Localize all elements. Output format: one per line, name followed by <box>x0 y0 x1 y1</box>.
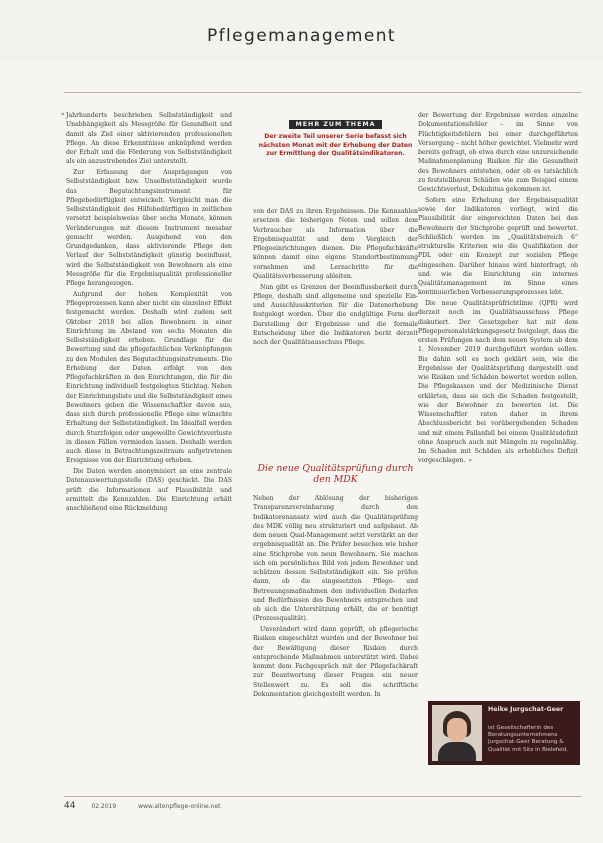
author-name: Heike Jurgschat-Geer <box>488 706 564 713</box>
issue-label: 02.2019 <box>91 803 117 810</box>
paragraph-text: Die neue Qualitätsprüfrichtlinie (QPR) wird derzeit noch im Qualitätsausschuss Pflege diskutiert. Der Gesetzgeber hat mit dem Pflegepersonalstärkungsgesetz festgelegt, dass die ersten Prüfungen nach dem neuen System ab dem 1. November 2019 durchgeführt werden sollen. Bis dahin soll es noch geklärt sein, wie die Ergebnisse der Qualitätsprüfung dargestellt und wie Risiken und Schäden bewertet werden sollen. Die Pflegekassen und der Medizinische Dienst erklärten, dass sie sich die Schaden festgestellt, wie der Bewohner zu bewerten ist. Die Wissenschaftler raten daher in ihrem Abschlussbericht bei vorübergehenden Schaden und mit einem Fallanfall bei einem Qualitätsdefizit ohne Anspruch auch mit Mängeln zu regelmäßig. Im Schaden mit Schäden als erhebliches Defizit vorgeschlagen. <box>418 300 578 465</box>
photo-face <box>447 718 467 742</box>
end-marker: » <box>468 457 472 465</box>
page-number: 44 <box>64 801 76 811</box>
paragraph: von der DAS zu ihren Ergebnissen. Die Kennzahlen ersetzen die bisherigen Noten und sollen dem Verbraucher als Information über die Ergebnisqualität und dem Vergleich der Pflegeeinrichtungen dienen. Die Pflegefachkräfte können damit eine eigene Standortbestimmung vornehmen und Lernschritte für die Qualitätsverbesserung ableiten. <box>253 208 418 280</box>
photo-body <box>438 742 476 761</box>
article-column-3 <box>418 111 578 467</box>
paragraph: Aufgrund der hohen Komplexität von Pflegeprozessen kann aber nicht ein einzelner Effekt festgemacht werden. Deshalb wird zudem seit Oktober 2018 bei allen Bewohnern in einer Einrichtung im Abstand von sechs Monaten die Selbstständigkeit erhoben. Grundlage für die Bewertung sind die pflegefachlichen Verknüpfungen zu den Modulen des Begutachtungsinstruments. Die Erhebung der Daten erfolgt von den Pflegefachkräften in den Einrichtungen, die für die Einrichtung individuell festgelegten Stichtag. Neben der Einrichtungsliste und die Selbstständigkeit eines Bewohners geben die Wissenschaftler davon aus, dass sich durch professionelle Pflege eine wünschte Erhaltung der Selbstständigkeit. Im Idealfall werden durch Sturzfolgen oder ungewollte Gewichtsverluste in diesen Fällen vermieden lassen. Deshalb werden auch diese in Betrachtungszeitraum aufgetretenen Ereignisse von der Einrichtung erhoben. <box>66 290 232 465</box>
paragraph: Die Daten werden anonymisiert an eine zentrale Datenauswertungsstelle (DAS) geschickt. Die DAS prüft die Informationen auf Plausibilität und ermittelt die Kennzahlen. Die Einrichtung erhält anschließend eine Rückmeldung <box>66 468 232 512</box>
continue-marker: » <box>61 111 65 118</box>
page-title: Pflegemanagement <box>207 26 396 46</box>
footer-rule <box>64 796 582 797</box>
author-bio: ist Gesellschafterin des Beratungsunternehmens Jurgschat-Geer Beratung & Qualität mit Sitz in Bielefeld. <box>488 725 569 753</box>
header-rule <box>64 92 582 93</box>
teaser-text: Der zweite Teil unserer Serie befasst sich nächsten Monat mit der Erhebung der Daten zur Ermittlung der Qualitätsindikatoren. <box>258 133 413 158</box>
paragraph: Sofern eine Erhebung der Ergebnisqualität sowie der Indikatoren vorliegt, wird die Plausibilität der eingereichten Daten bei den Bewohnern der Stichprobe geprüft und bewertet. Schließlich werden im „Qualitätsbereich 6“ strukturelle Kriterien wie die Qualifikation der PDL oder ein Konzept zur sozialen Pflege eingesehen. Darüber hinaus wird hinterfragt, ob und wie die Einrichtung ein internes Qualitätsmanagement im Sinne eines kontinuierlichen Verbesserungsprozesses lebt. <box>418 196 578 297</box>
paragraph: Nun gibt es Grenzen der Beeinflussbarkeit durch Pflege, deshalb sind allgemeine und spezielle Ein- und Ausschlusskriterien für die Datenerhebung festgelegt worden. Über die endgültige Form der Darstellung der Ergebnisse und die formale Entscheidung über die Indikatoren berät derzeit noch der Qualitätsausschuss Pflege. <box>253 283 418 346</box>
article-column-2 <box>253 207 418 349</box>
footer <box>64 801 221 811</box>
author-photo <box>432 705 482 761</box>
paragraph: Unverändert wird dann geprüft, ob pflegerische Risiken eingeschätzt wurden und der Bewohner bei der Bewältigung dieser Risiken durch entsprechende Maßnahmen unterstützt wird. Dabei kommt dem Fachgespräch mit der Pflegefachkraft zur Beantwortung dieser Fragen ein neuer Stellenwert zu. Es soll die schriftliche Dokumentation gleichgestellt werden. In <box>253 626 418 698</box>
section-subheading: Die neue Qualitätsprüfung durch den MDK <box>257 463 414 485</box>
paragraph: Zur Erfassung der Ausprägungen von Selbstständigkeit bzw. Unselbstständigkeit wurde das Begutachtungsinstrument für Pflegebedürftigkeit entwickelt. Vergleicht man die Selbstständigkeit des Hilfebedürftigen in zeitlichen versetzt beispielsweise über sechs Monate, können Veränderungen mit diesem Instrument messbar gemacht werden. Ausgehend von den Grundgedanken, dass aktivierende Pflege den Verlauf der Selbstständigkeit günstig beeinflusst, wird die Selbstständigkeit von Bewohnern als eine Messgröße für die Ergebnisqualität professioneller Pflege herangezogen. <box>66 169 232 287</box>
paragraph: der Bewertung der Ergebnisse werden einzelne Dokumentationsfehler – im Sinne von Flüchtigkeitsfehlern bei einer durchgeführten Versorgung – nicht höher gewichtet. Vielmehr wird bereits gefragt, ob etwa durch eine unzureichende Maßnahmenplanung Risiken für die Gesundheit des Bewohners entstehen, oder ob es tatsächlich zu feststellbaren Schäden wie zum Beispiel einem Gewichtsverlust, Dekubitus gekommen ist. <box>418 112 578 193</box>
author-box <box>428 701 580 765</box>
paragraph: Jahrhunderts beschrieben Selbstständigkeit und Unabhängigkeit als Messgröße für Gesundheit und damit als Ziel einer aktivierenden professionellen Pflege. An diese Erkenntnisse anknüpfend werden der Erhalt und die Förderung von Selbstständigkeit als ein anzustrebendes Ziel unterstellt. <box>66 112 232 166</box>
article-column-1 <box>66 111 232 515</box>
paragraph: Neben der Ablösung der bisherigen Transparenzvereinbarung durch den Indikatorenansatz wird auch die Qualitätsprüfung des MDK völlig neu strukturiert und aufgebaut. Ab dem neuen Qual-Management setzt verstärkt an der ergebnisqualität an. Die Prüfer besuchen wie bisher eine Stichprobe von neun Bewohnern. Sie machen sich ein persönliches Bild von jedem Bewohner und schätzen dessen Selbstständigkeit ein. Sie prüfen dann, ob die eingesetzten Pflege- und Betreuungsmaßnahmen den individuellen Bedarfen und Bedürfnissen des Bewohners entsprechen und ob sich die Unterstützung erhält, die er benötigt (Prozessqualität). <box>253 495 418 623</box>
article-column-2-continued <box>253 494 418 701</box>
website-link[interactable]: www.altenpflege-online.net <box>138 803 221 810</box>
paragraph <box>418 299 578 466</box>
teaser-box <box>253 111 418 159</box>
teaser-label: MEHR ZUM THEMA <box>289 120 381 129</box>
